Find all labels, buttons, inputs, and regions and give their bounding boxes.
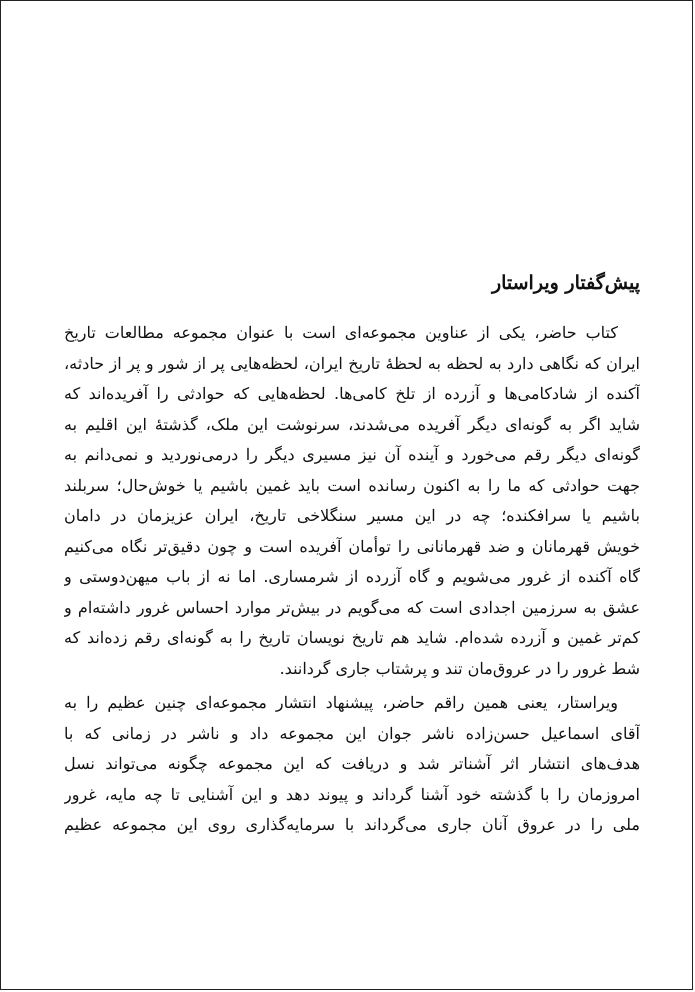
- text-line: کم‌تر غمین و آزرده شده‌ام. شاید هم تاریخ نویسان تاریخ را به گونه‌ای رقم زده‌اند که: [64, 628, 640, 647]
- text-line: ویراستار، یعنی همین راقم حاضر، پیشنهاد انتشار مجموعه‌ای چنین عظیم را به: [64, 693, 618, 712]
- text-line: خویش قهرمانان و ضد قهرمانانی را توأمان آفریده است و چون دقیق‌تر نگاه می‌کنیم: [64, 536, 640, 556]
- text-line: امروزمان را با گذشته خود آشنا گرداند و پیوند دهد و این آشنایی تا چه مایه، غرور: [64, 784, 640, 804]
- text-line: هدف‌های انتشار اثر آشناتر شد و دریافت که این مجموعه چگونه می‌تواند نسل: [64, 754, 640, 773]
- text-line: گونه‌ای دیگر رقم می‌خورد و آینده آن نیز مسیری دیگر را درمی‌نوردید و نمی‌دانم به: [64, 445, 640, 464]
- paragraph-2: [64, 688, 640, 841]
- text-line: جهت حوادثی که ما را به اکنون رسانده است باید غمین باشیم یا خوش‌حال؛ سربلند: [64, 475, 640, 495]
- text-line: شاید اگر به گونه‌ای دیگر آفریده می‌شدند، سرنوشت این ملک، گذشتهٔ این اقلیم به: [64, 414, 640, 434]
- text-line: باشیم یا سرافکنده؛ چه در این مسیر سنگلاخی تاریخ، ایران عزیزمان در دامان: [64, 506, 640, 525]
- text-line: گاه آکنده از غرور می‌شویم و گاه آزرده از شرمساری. اما نه از باب میهن‌دوستی و: [64, 567, 640, 586]
- section-heading: پیش‌گفتار ویراستار: [491, 272, 640, 294]
- text-line: آکنده از شادکامی‌ها و آزرده از تلخ کامی‌ها. لحظه‌هایی که حوادثی را آفریده‌اند که: [64, 384, 640, 403]
- text-line: ملی را در عروق آنان جاری می‌گرداند با سرمایه‌گذاری روی این مجموعه عظیم: [64, 815, 640, 834]
- text-line: آقای اسماعیل حسن‌زاده ناشر جوان این مجموعه داد و ناشر در زمانی که با: [64, 723, 640, 743]
- text-line: کتاب حاضر، یکی از عناوین مجموعه‌ای است با عنوان مجموعه مطالعات تاریخ: [64, 323, 618, 342]
- document-body: [64, 268, 640, 841]
- text-line: ایران که نگاهی دارد به لحظه به لحظهٔ تاریخ ایران، لحظه‌هایی پر از شور و پر از حادثه،: [64, 353, 640, 373]
- text-line: شط غرور را در عروق‌مان تند و پرشتاب جاری گردانند.: [279, 658, 640, 678]
- text-line: عشق به سرزمین اجدادی است که می‌گویم در بیش‌تر موارد احساس غرور داشته‌ام و: [64, 597, 640, 617]
- paragraph-1: [64, 318, 640, 684]
